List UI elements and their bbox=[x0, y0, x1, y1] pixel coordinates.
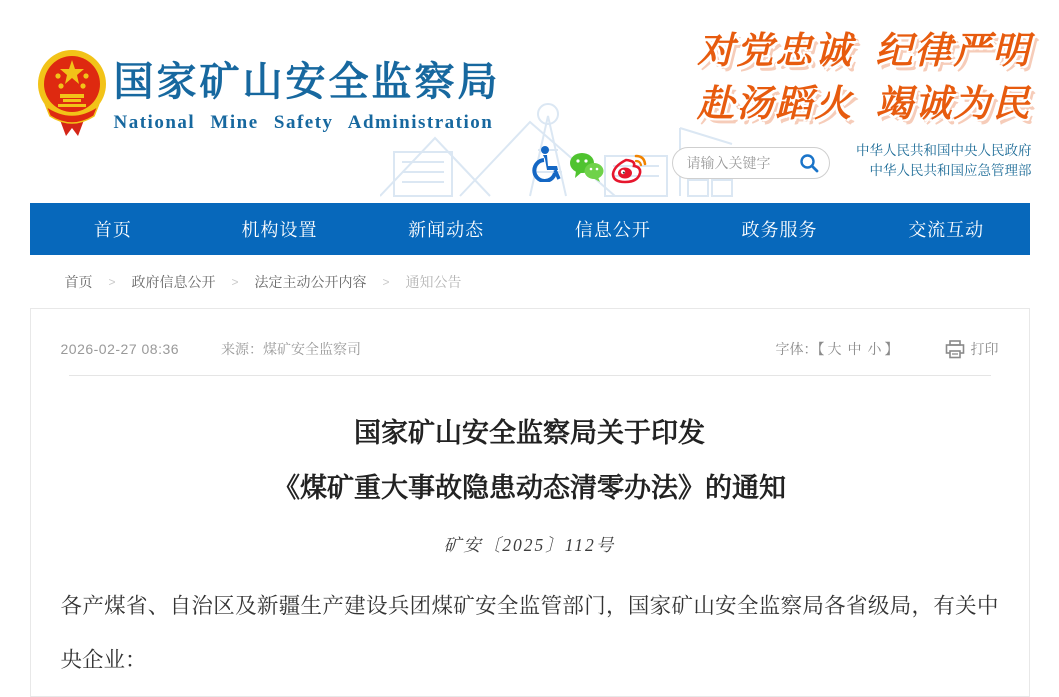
publish-date: 2026-02-27 08:36 bbox=[60, 341, 180, 357]
article-panel bbox=[30, 308, 1030, 697]
article-meta-right bbox=[776, 339, 999, 359]
wechat-icon[interactable] bbox=[568, 151, 604, 188]
font-size-control bbox=[776, 339, 899, 359]
font-size-small-button[interactable]: 小 bbox=[867, 341, 882, 357]
nav-item-gov-services[interactable]: 政务服务 bbox=[741, 220, 818, 240]
slogan-line-1: 对党忠诚 纪律严明 bbox=[697, 30, 1032, 71]
nav-item-news[interactable]: 新闻动态 bbox=[408, 220, 485, 240]
breadcrumb-separator: > bbox=[231, 274, 239, 289]
font-size-label: 字体：【 bbox=[775, 341, 825, 357]
article-meta-left bbox=[61, 339, 362, 359]
emergency-ministry-link[interactable]: 中华人民共和国应急管理部 bbox=[869, 163, 1032, 178]
site-name-english: National Mine Safety Administration bbox=[113, 112, 494, 133]
breadcrumb-separator: > bbox=[108, 274, 116, 289]
article-title-line-1: 国家矿山安全监察局关于印发 bbox=[354, 418, 705, 448]
search-input[interactable] bbox=[687, 155, 799, 171]
font-size-medium-button[interactable]: 中 bbox=[847, 341, 862, 357]
site-title[interactable] bbox=[114, 50, 501, 134]
breadcrumb-gov-info[interactable]: 政府信息公开 bbox=[131, 273, 216, 290]
party-slogan bbox=[697, 24, 1031, 130]
search-box bbox=[672, 147, 830, 179]
nav-item-organization[interactable]: 机构设置 bbox=[241, 220, 318, 240]
nav-item-interaction[interactable]: 交流互动 bbox=[908, 220, 985, 240]
breadcrumb-home[interactable]: 首页 bbox=[64, 273, 93, 290]
font-size-large-button[interactable]: 大 bbox=[827, 341, 842, 357]
site-header bbox=[30, 0, 1030, 203]
document-number: 矿安〔2025〕112号 bbox=[443, 535, 616, 555]
slogan-line-2: 赴汤蹈火 竭诚为民 bbox=[697, 83, 1032, 124]
accessibility-icon[interactable] bbox=[528, 144, 562, 187]
font-size-label-close: 】 bbox=[884, 341, 899, 357]
site-name-chinese: 国家矿山安全监察局 bbox=[113, 59, 501, 104]
breadcrumb-separator: > bbox=[382, 274, 390, 289]
national-emblem-logo[interactable] bbox=[36, 46, 108, 138]
article-source: 来源：煤矿安全监察司 bbox=[221, 341, 362, 357]
article-title-line-2: 《煤矿重大事故隐患动态清零办法》的通知 bbox=[273, 473, 786, 503]
nav-item-home[interactable]: 首页 bbox=[93, 220, 132, 240]
article-meta-row bbox=[61, 309, 999, 359]
main-navigation bbox=[30, 203, 1030, 255]
government-links bbox=[856, 141, 1032, 181]
central-government-link[interactable]: 中华人民共和国中央人民政府 bbox=[856, 143, 1032, 158]
printer-icon bbox=[945, 340, 965, 359]
nav-item-info-disclosure[interactable]: 信息公开 bbox=[574, 220, 651, 240]
breadcrumb-notices-current: 通知公告 bbox=[405, 273, 462, 290]
meta-divider bbox=[69, 375, 991, 376]
search-icon[interactable] bbox=[799, 153, 819, 173]
article-body-paragraph: 各产煤省、自治区及新疆生产建设兵团煤矿安全监管部门，国家矿山安全监察局各省级局，有关中央企业： bbox=[60, 594, 999, 672]
breadcrumb bbox=[30, 255, 1030, 308]
print-label: 打印 bbox=[970, 341, 999, 357]
breadcrumb-public-content[interactable]: 法定主动公开内容 bbox=[254, 273, 367, 290]
weibo-icon[interactable] bbox=[610, 152, 648, 189]
print-button[interactable] bbox=[945, 339, 999, 359]
